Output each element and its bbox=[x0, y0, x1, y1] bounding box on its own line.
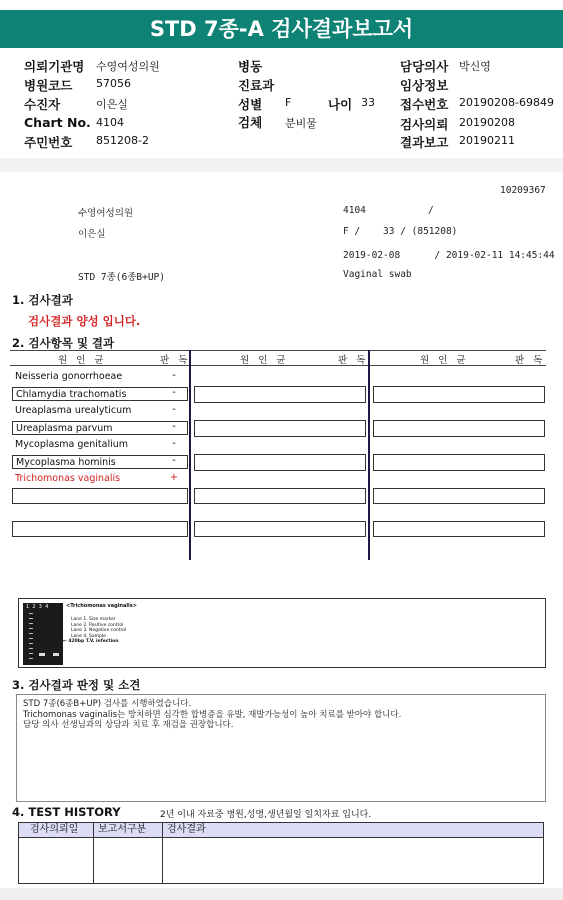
pathogen-name: Mycoplasma genitalium bbox=[15, 439, 129, 450]
institution-label: 의뢰기관명 bbox=[24, 59, 85, 74]
findings-box bbox=[16, 694, 546, 802]
request-date-label: 검사의뢰 bbox=[400, 117, 449, 132]
pathogen-result: - bbox=[172, 370, 176, 381]
label-patient: 이은실 bbox=[78, 229, 106, 240]
pathogen-row-6 bbox=[12, 455, 188, 469]
hospital-code-value: 57056 bbox=[96, 77, 131, 90]
request-date-value: 20190208 bbox=[459, 116, 515, 129]
doctor-label: 담당의사 bbox=[400, 59, 449, 74]
gel-legend-line: Lane 2. Positive control bbox=[71, 622, 124, 628]
column-divider-2 bbox=[368, 350, 370, 560]
finding-line: STD 7종(6종B+UP) 검사를 시행하였습니다. bbox=[23, 699, 192, 709]
empty-row bbox=[194, 454, 366, 471]
gel-legend-line: Lane 3. Negative control bbox=[71, 628, 127, 633]
pathogen-name: Trichomonas vaginalis bbox=[15, 473, 121, 484]
pathogen-row-3 bbox=[12, 404, 188, 418]
pathogen-result: - bbox=[172, 387, 176, 398]
empty-row bbox=[194, 386, 366, 403]
pathogen-result: - bbox=[172, 438, 176, 449]
chart-value: 4104 bbox=[96, 116, 124, 129]
gel-marker-ladder bbox=[29, 613, 33, 659]
pathogen-row-7 bbox=[12, 472, 188, 486]
gel-legend-line: Lane 1. Size marker bbox=[71, 617, 116, 622]
pathogen-name: Neisseria gonorrhoeae bbox=[15, 371, 123, 382]
history-col-result: 검사결과 bbox=[167, 824, 206, 835]
label-demographics: F / 33 / (851208) bbox=[343, 226, 458, 237]
examinee-value: 이은실 bbox=[96, 98, 128, 111]
receipt-label: 접수번호 bbox=[400, 97, 449, 112]
report-title: STD 7종-A 검사결과보고서 bbox=[0, 10, 563, 48]
gel-band bbox=[39, 653, 45, 656]
pathogen-result: - bbox=[172, 404, 176, 415]
pathogen-name: Ureaplasma parvum bbox=[16, 423, 113, 434]
age-value: 33 bbox=[361, 96, 375, 109]
empty-row bbox=[194, 420, 366, 437]
empty-row bbox=[373, 454, 545, 471]
specimen-id: 10209367 bbox=[500, 185, 546, 196]
empty-row bbox=[194, 488, 366, 504]
gel-band bbox=[53, 653, 59, 656]
pathogen-row-4 bbox=[12, 421, 188, 435]
empty-row bbox=[12, 521, 188, 537]
specimen-label: 검체 bbox=[238, 115, 263, 130]
section1-title: 1. 검사결과 bbox=[12, 293, 73, 307]
page-footer-strip bbox=[0, 888, 563, 900]
doctor-value: 박신영 bbox=[459, 60, 491, 73]
gender-label: 성별 bbox=[238, 97, 263, 112]
results-table-header bbox=[10, 350, 546, 366]
pathogen-name: Chlamydia trachomatis bbox=[16, 389, 127, 400]
ward-label: 병동 bbox=[238, 59, 263, 74]
col-header-result-2: 판 독 bbox=[338, 355, 369, 366]
label-clinic: 수영여성의원 bbox=[78, 208, 134, 219]
report-date-value: 20190211 bbox=[459, 134, 515, 147]
gel-band-annotation: ← 420bp T.V. infection bbox=[63, 639, 119, 644]
pathogen-name: Mycoplasma hominis bbox=[16, 457, 116, 468]
history-col-request-date: 검사의뢰일 bbox=[30, 824, 79, 835]
label-chart: 4104 bbox=[343, 205, 366, 216]
age-label: 나이 bbox=[328, 97, 353, 112]
header-divider bbox=[0, 158, 563, 172]
empty-row bbox=[194, 521, 366, 537]
label-test-name: STD 7종(6종B+UP) bbox=[78, 272, 165, 283]
label-specimen-type: Vaginal swab bbox=[343, 269, 412, 280]
pathogen-row-5 bbox=[12, 438, 188, 452]
pathogen-result: - bbox=[172, 421, 176, 432]
col-header-result-3: 판 독 bbox=[515, 355, 546, 366]
finding-line: 담당 의사 선생님과의 상담과 치료 후 재검을 권장합니다. bbox=[23, 720, 234, 730]
empty-row bbox=[12, 488, 188, 504]
gel-caption: <Trichomonas vaginalis> bbox=[66, 603, 137, 609]
history-note: 2년 이내 자료중 병원,성명,생년월일 일치자료 입니다. bbox=[160, 810, 372, 820]
gel-electrophoresis-image bbox=[23, 603, 63, 665]
institution-value: 수영여성의원 bbox=[96, 60, 160, 73]
chart-label: Chart No. bbox=[24, 115, 91, 130]
gel-lane-numbers: 1 2 3 4 bbox=[26, 604, 49, 610]
column-divider-1 bbox=[189, 350, 191, 560]
department-label: 진료과 bbox=[238, 78, 275, 93]
rrn-label: 주민번호 bbox=[24, 135, 73, 150]
empty-row bbox=[373, 521, 545, 537]
empty-row bbox=[373, 386, 545, 403]
col-header-pathogen-2: 원 인 균 bbox=[240, 355, 289, 366]
label-chart-slash: / bbox=[428, 205, 434, 216]
finding-line: Trichomonas vaginalis는 방치하면 심각한 합병증을 유발, 재발가능성이 높아 치료를 받아야 합니다. bbox=[23, 709, 402, 720]
receipt-value: 20190208-69849 bbox=[459, 96, 554, 109]
gel-legend-line: Lane 4. Sample bbox=[71, 633, 106, 639]
history-col-report-type: 보고서구분 bbox=[98, 824, 147, 835]
section4-title: 4. TEST HISTORY bbox=[12, 805, 121, 819]
pathogen-row-1 bbox=[12, 370, 188, 384]
pathogen-row-2 bbox=[12, 387, 188, 401]
gel-legend bbox=[71, 617, 126, 639]
pathogen-name: Ureaplasma urealyticum bbox=[15, 405, 132, 416]
label-dates: 2019-02-08 / 2019-02-11 14:45:44 bbox=[343, 250, 555, 261]
col-header-pathogen-3: 원 인 균 bbox=[420, 355, 469, 366]
pathogen-result-positive: + bbox=[169, 472, 179, 483]
clinical-info-label: 임상정보 bbox=[400, 78, 449, 93]
empty-row bbox=[373, 488, 545, 504]
empty-row bbox=[373, 420, 545, 437]
pathogen-result: - bbox=[172, 455, 176, 466]
col-header-pathogen-1: 원 인 균 bbox=[58, 355, 107, 366]
section3-title: 3. 검사결과 판정 및 소견 bbox=[12, 678, 141, 692]
report-date-label: 결과보고 bbox=[400, 135, 449, 150]
positive-result-text: 검사결과 양성 입니다. bbox=[28, 314, 141, 328]
hospital-code-label: 병원코드 bbox=[24, 78, 73, 93]
section2-title: 2. 검사항목 및 결과 bbox=[12, 336, 115, 350]
specimen-value: 분비물 bbox=[285, 117, 317, 130]
rrn-value: 851208-2 bbox=[96, 134, 149, 147]
gender-value: F bbox=[285, 96, 292, 109]
col-header-result-1: 판 독 bbox=[160, 355, 191, 366]
gel-image-panel bbox=[18, 598, 546, 668]
examinee-label: 수진자 bbox=[24, 97, 61, 112]
